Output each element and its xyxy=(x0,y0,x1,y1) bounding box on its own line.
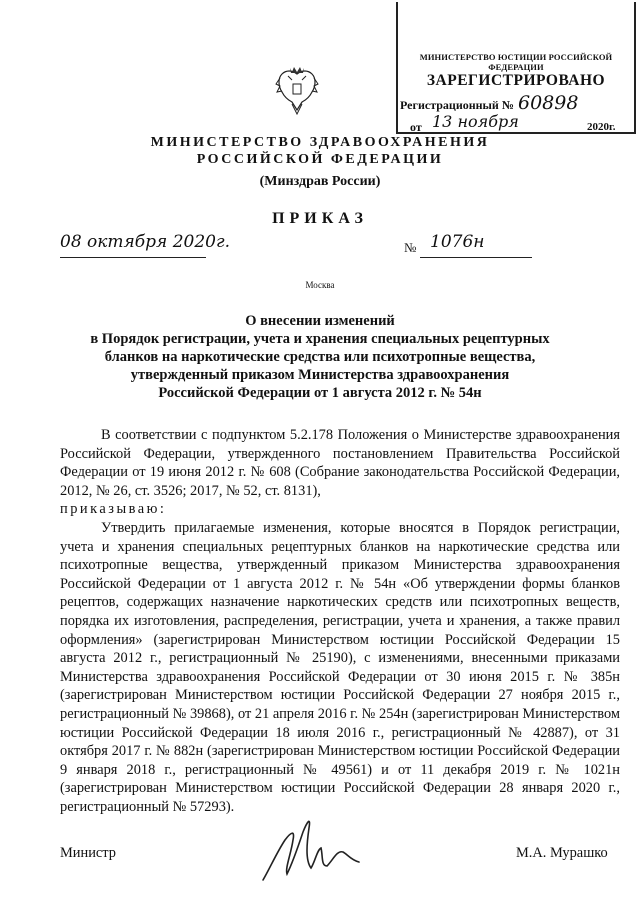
signer-position: Министр xyxy=(60,845,116,861)
stamp-date-handwritten: 13 ноября xyxy=(432,112,519,131)
coat-of-arms-emblem xyxy=(274,64,320,116)
date-underline xyxy=(60,257,206,258)
number-underline xyxy=(420,257,532,258)
order-directive: приказываю: xyxy=(60,501,167,518)
ministry-name-line1: МИНИСТЕРСТВО ЗДРАВООХРАНЕНИЯ xyxy=(150,135,490,150)
order-date-handwritten: 08 октября 2020г. xyxy=(60,232,230,252)
document-type: ПРИКАЗ xyxy=(272,210,368,227)
order-body xyxy=(60,426,620,816)
stamp-from-label: от xyxy=(410,120,422,134)
title-line: О внесении изменений xyxy=(245,313,395,329)
order-title xyxy=(90,312,550,402)
city: Москва xyxy=(305,280,335,290)
stamp-status: ЗАРЕГИСТРИРОВАНО xyxy=(426,72,606,89)
ministry-short-name: (Минздрав России) xyxy=(259,174,381,189)
signer-name: М.А. Мурашко xyxy=(516,845,608,861)
title-line: бланков на наркотические средства или психотропные вещества, xyxy=(104,349,536,365)
ministry-name-line2: РОССИЙСКОЙ ФЕДЕРАЦИИ xyxy=(196,152,444,167)
title-line: Российской Федерации от 1 августа 2012 г. № 54н xyxy=(158,385,482,401)
stamp-reg-label: Регистрационный № xyxy=(400,98,514,112)
stamp-year: 2020г. xyxy=(587,121,616,133)
preamble-paragraph: В соответствии с подпунктом 5.2.178 Положения о Министерстве здравоохранения Российской Федерации, утвержденного постановлением Правительства Российской Федерации от 19 июня 2012 г. № 608 (Собрание законодательства Российской Федерации, 2012, № 26, ст. 3526; 2017, № 52, ст. 8131), xyxy=(60,427,620,499)
main-paragraph: Утвердить прилагаемые изменения, которые вносятся в Порядок регистрации, учета и хранения специальных рецептурных бланков на наркотические средства или психотропные вещества, утвержденный приказом Министерства здравоохранения Российской Федерации от 1 августа 2012 г. № 54н «Об утверждении формы бланков рецептов, содержащих назначение наркотических средств или психотропных веществ, порядка их изготовления, распределения, регистрации, учета и хранения, а также правил оформления» (зарегистрирован Министерством юстиции Российской Федерации 15 августа 2012 г., регистрационный № 25190), с изменениями, внесенными приказами Министерства здравоохранения Российской Федерации от 30 июня 2015 г. № 385н (зарегистрирован Министерством юстиции Российской Федерации 27 ноября 2015 г., регистрационный № 39868), от 21 апреля 2016 г. № 254н (зарегистрирован Министерством юстиции Российской Федерации 18 июля 2016 г., регистрационный № 42887), от 31 октября 2017 г. № 882н (зарегистрирован Министерством юстиции Российской Федерации 9 января 2018 г., регистрационный № 49561) и от 11 декабря 2019 г. № 1021н (зарегистрирован Министерством юстиции Российской Федерации 28 января 2020 г., регистрационный № 57293). xyxy=(60,519,620,815)
order-number-label: № xyxy=(404,240,417,255)
order-number-handwritten: 1076н xyxy=(430,232,485,252)
stamp-ministry: МИНИСТЕРСТВО ЮСТИЦИИ РОССИЙСКОЙ ФЕДЕРАЦИИ xyxy=(419,52,613,72)
title-line: утвержденный приказом Министерства здравоохранения xyxy=(130,367,510,383)
title-line: в Порядок регистрации, учета и хранения специальных рецептурных xyxy=(90,331,550,347)
stamp-reg-number: 60898 xyxy=(518,92,579,114)
handwritten-signature xyxy=(255,810,365,885)
